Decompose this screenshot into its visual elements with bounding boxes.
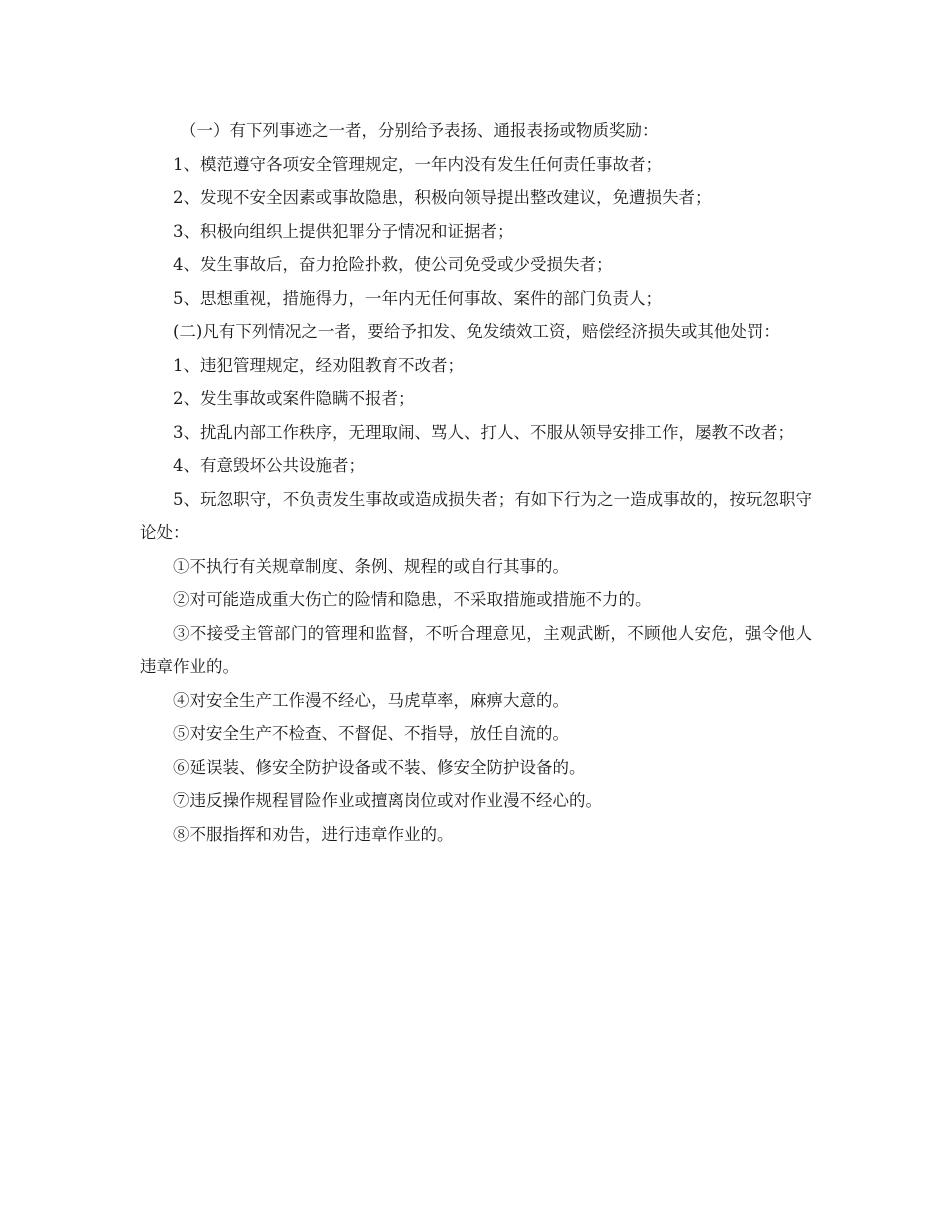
- penalty-item-2: 2、发生事故或案件隐瞒不报者；: [173, 389, 415, 408]
- penalty-item-1: 1、违犯管理规定，经劝阻教育不改者；: [173, 355, 464, 375]
- negligence-item-5: ⑤对安全生产不检查、不督促、不指导，放任自流的。: [173, 724, 569, 743]
- negligence-item-4: ④对安全生产工作漫不经心，马虎草率，麻痹大意的。: [173, 690, 569, 710]
- reward-item-2: 2、发现不安全因素或事故隐患，积极向领导提出整改建议，免遭损失者；: [173, 188, 712, 207]
- penalty-item-3: 3、扰乱内部工作秩序，无理取闹、骂人、打人、不服从领导安排工作，屡教不改者；: [173, 422, 794, 442]
- penalty-item-4: 4、有意毁坏公共设施者；: [173, 456, 365, 475]
- reward-item-5: 5、思想重视，措施得力，一年内无任何事故、案件的部门负责人；: [173, 288, 662, 308]
- reward-item-4: 4、发生事故后，奋力抢险扑救，使公司免受或少受损失者；: [173, 255, 613, 274]
- negligence-item-7: ⑦违反操作规程冒险作业或擅离岗位或对作业漫不经心的。: [173, 791, 602, 810]
- penalty-item-5: 5、玩忽职守，不负责发生事故或造成损失者；有如下行为之一造成事故的，按玩忽职守论处：: [140, 489, 812, 542]
- negligence-item-3: ③不接受主管部门的管理和监督，不听合理意见，主观武断，不顾他人安危，强令他人违章作业的。: [140, 623, 812, 676]
- section-heading-penalties: (二)凡有下列情况之一者，要给予扣发、免发绩效工资，赔偿经济损失或其他处罚：: [173, 322, 780, 341]
- negligence-item-2: ②对可能造成重大伤亡的险情和隐患，不采取措施或措施不力的。: [173, 590, 652, 609]
- negligence-item-1: ①不执行有关规章制度、条例、规程的或自行其事的。: [173, 556, 569, 576]
- negligence-item-6: ⑥延误装、修安全防护设备或不装、修安全防护设备的。: [173, 757, 586, 777]
- reward-item-3: 3、积极向组织上提供犯罪分子情况和证据者；: [173, 221, 514, 241]
- section-heading-rewards: （一）有下列事迹之一者，分别给予表扬、通报表扬或物质奖励：: [180, 121, 659, 140]
- document-body: [140, 114, 812, 851]
- reward-item-1: 1、模范遵守各项安全管理规定，一年内没有发生任何责任事故者；: [173, 154, 662, 174]
- negligence-item-8: ⑧不服指挥和劝告，进行违章作业的。: [173, 824, 454, 844]
